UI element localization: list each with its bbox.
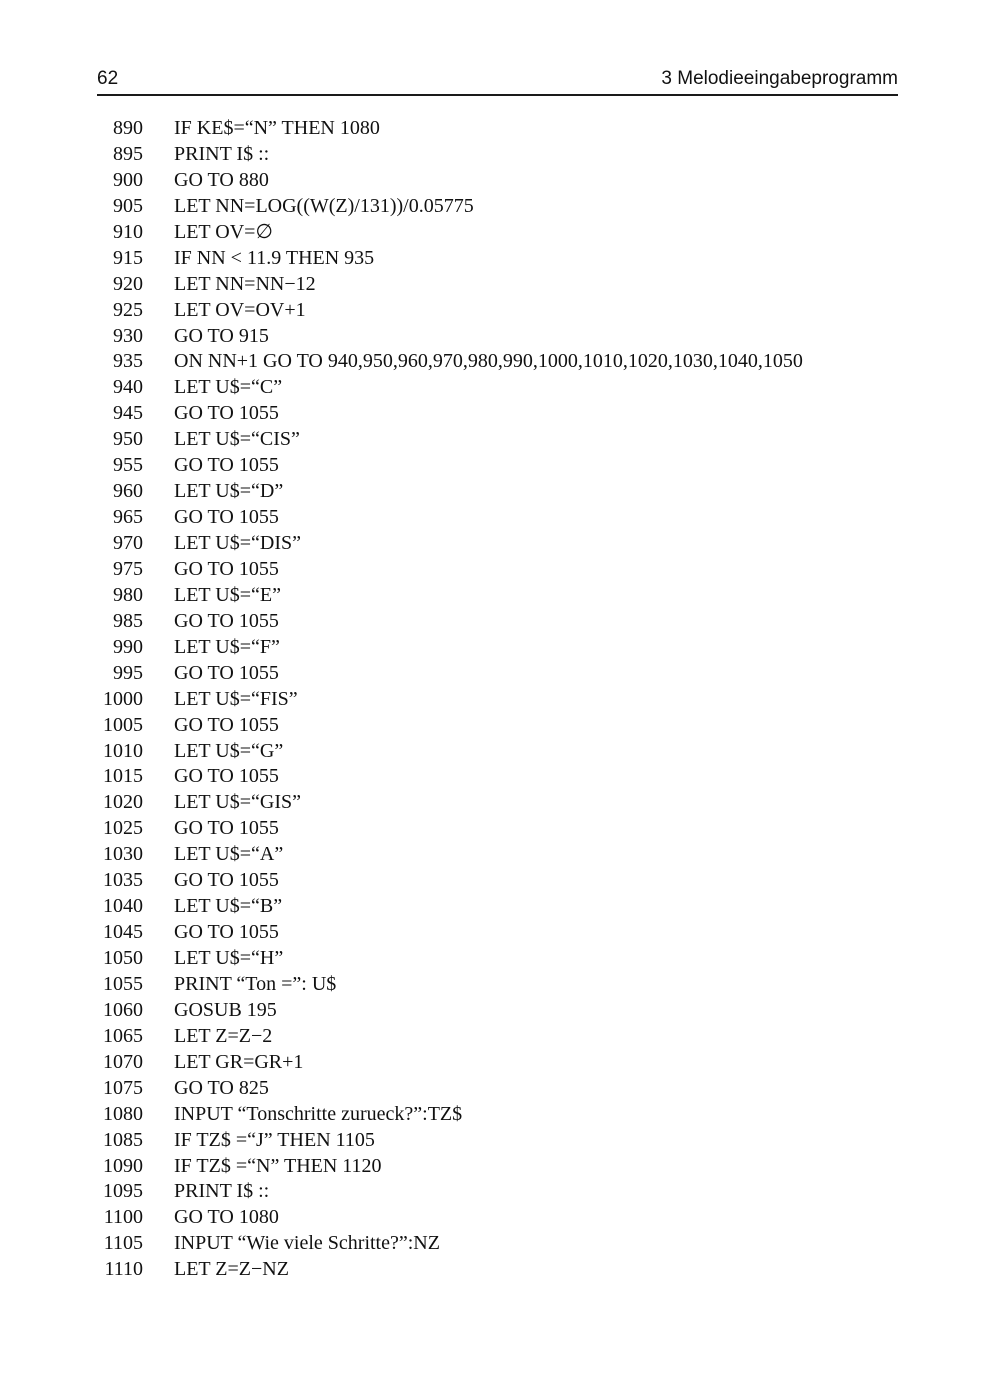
- code-line: [0, 1231, 1000, 1257]
- basic-statement: LET U$=“A”: [174, 843, 284, 866]
- line-number: 1090: [103, 1154, 143, 1177]
- code-line: [0, 427, 1000, 453]
- code-line: [0, 713, 1000, 739]
- code-line: [0, 661, 1000, 687]
- basic-statement: LET U$=“GIS”: [174, 791, 301, 814]
- line-number: 970: [113, 532, 143, 554]
- line-number: 1030: [103, 843, 143, 866]
- line-number: 945: [113, 402, 143, 425]
- line-number: 1070: [103, 1050, 143, 1073]
- chapter-title: 3 Melodieeingabeprogramm: [661, 68, 898, 89]
- line-number: 895: [113, 142, 143, 165]
- basic-statement: GO TO 825: [174, 1076, 269, 1099]
- code-line: [0, 583, 1000, 609]
- code-line: [0, 194, 1000, 220]
- code-line: [0, 479, 1000, 505]
- line-number: 930: [113, 324, 143, 347]
- line-number: 960: [113, 480, 143, 503]
- line-number: 995: [113, 661, 143, 684]
- line-number: 1055: [103, 972, 143, 995]
- basic-statement: IF TZ$ =“N” THEN 1120: [174, 1154, 382, 1177]
- basic-statement: INPUT “Tonschritte zurueck?”:TZ$: [174, 1102, 463, 1125]
- basic-statement: LET Z=Z−NZ: [174, 1258, 289, 1281]
- code-line: [0, 739, 1000, 765]
- basic-statement: IF TZ$ =“J” THEN 1105: [174, 1128, 375, 1151]
- page-number: 62: [97, 68, 119, 89]
- code-line: [0, 1205, 1000, 1231]
- code-line: [0, 635, 1000, 661]
- basic-statement: GO TO 1080: [174, 1206, 279, 1229]
- basic-statement: GO TO 1055: [174, 454, 279, 477]
- basic-statement: GO TO 1055: [174, 557, 279, 580]
- basic-statement: LET OV=OV+1: [174, 298, 306, 321]
- code-line: [0, 298, 1000, 324]
- basic-program-listing: [0, 116, 1000, 1283]
- line-number: 940: [113, 376, 143, 399]
- code-line: [0, 116, 1000, 142]
- basic-statement: LET GR=GR+1: [174, 1050, 304, 1073]
- basic-statement: GO TO 1055: [174, 609, 279, 632]
- line-number: 1040: [103, 895, 143, 918]
- line-number: 1085: [103, 1128, 143, 1151]
- line-number: 985: [113, 609, 143, 632]
- code-line: [0, 1179, 1000, 1205]
- basic-statement: PRINT I$ ::: [174, 1180, 270, 1203]
- basic-statement: GO TO 880: [174, 168, 269, 191]
- code-line: [0, 1257, 1000, 1283]
- code-line: [0, 401, 1000, 427]
- basic-statement: IF NN < 11.9 THEN 935: [174, 246, 375, 269]
- code-line: [0, 842, 1000, 868]
- line-number: 1020: [103, 791, 143, 814]
- basic-statement: LET U$=“B”: [174, 895, 283, 918]
- basic-statement: IF KE$=“N” THEN 1080: [174, 117, 380, 139]
- code-line: [0, 246, 1000, 272]
- basic-statement: LET Z=Z−2: [174, 1024, 273, 1047]
- basic-statement: GO TO 1055: [174, 661, 279, 684]
- basic-statement: LET U$=“FIS”: [174, 687, 298, 710]
- line-number: 925: [113, 298, 143, 321]
- line-number: 935: [113, 350, 143, 373]
- line-number: 1005: [103, 713, 143, 736]
- code-line: [0, 168, 1000, 194]
- basic-statement: INPUT “Wie viele Schritte?”:NZ: [174, 1232, 440, 1255]
- code-line: [0, 894, 1000, 920]
- code-line: [0, 557, 1000, 583]
- code-line: [0, 324, 1000, 350]
- basic-statement: GO TO 1055: [174, 713, 279, 736]
- code-line: [0, 998, 1000, 1024]
- code-line: [0, 142, 1000, 168]
- line-number: 1105: [103, 1232, 143, 1255]
- basic-statement: LET U$=“E”: [174, 583, 281, 606]
- code-line: [0, 868, 1000, 894]
- line-number: 905: [113, 194, 143, 217]
- code-line: [0, 609, 1000, 635]
- line-number: 990: [113, 635, 143, 658]
- code-line: [0, 920, 1000, 946]
- basic-statement: LET OV=∅: [174, 220, 273, 243]
- line-number: 1075: [103, 1076, 143, 1099]
- basic-statement: GO TO 1055: [174, 765, 279, 788]
- line-number: 1000: [103, 687, 143, 710]
- basic-statement: LET U$=“DIS”: [174, 532, 301, 554]
- basic-statement: GO TO 1055: [174, 869, 279, 892]
- basic-statement: LET NN=LOG((W(Z)/131))/0.05775: [174, 194, 474, 217]
- basic-statement: GO TO 1055: [174, 817, 279, 840]
- line-number: 1065: [103, 1024, 143, 1047]
- code-line: [0, 1102, 1000, 1128]
- code-line: [0, 687, 1000, 713]
- basic-statement: GO TO 1055: [174, 506, 279, 529]
- code-line: [0, 349, 1000, 375]
- line-number: 975: [113, 557, 143, 580]
- code-line: [0, 1128, 1000, 1154]
- code-line: [0, 453, 1000, 479]
- line-number: 1080: [103, 1102, 143, 1125]
- line-number: 1050: [103, 947, 143, 969]
- code-line: [0, 764, 1000, 790]
- line-number: 915: [113, 246, 143, 269]
- code-line: [0, 946, 1000, 972]
- basic-statement: LET U$=“D”: [174, 480, 284, 503]
- basic-statement: LET U$=“H”: [174, 947, 284, 969]
- basic-statement: LET U$=“C”: [174, 376, 283, 399]
- line-number: 1045: [103, 921, 143, 944]
- line-number: 1035: [103, 869, 143, 892]
- line-number: 900: [113, 168, 143, 191]
- basic-statement: GO TO 915: [174, 324, 269, 347]
- basic-statement: LET NN=NN−12: [174, 272, 316, 295]
- basic-statement: LET U$=“F”: [174, 635, 280, 658]
- code-line: [0, 1076, 1000, 1102]
- basic-statement: GO TO 1055: [174, 921, 279, 944]
- line-number: 1100: [103, 1206, 143, 1229]
- basic-statement: PRINT “Ton =”: U$: [174, 972, 337, 995]
- line-number: 1025: [103, 817, 143, 840]
- line-number: 910: [113, 220, 143, 243]
- line-number: 890: [113, 117, 143, 139]
- line-number: 950: [113, 428, 143, 451]
- code-line: [0, 220, 1000, 246]
- basic-statement: ON NN+1 GO TO 940,950,960,970,980,990,1000,1010,1020,1030,1040,1050: [174, 350, 803, 373]
- code-line: [0, 816, 1000, 842]
- basic-statement: GO TO 1055: [174, 402, 279, 425]
- line-number: 1010: [103, 739, 143, 762]
- line-number: 1095: [103, 1180, 143, 1203]
- code-line: [0, 272, 1000, 298]
- code-line: [0, 1024, 1000, 1050]
- line-number: 1015: [103, 765, 143, 788]
- line-number: 1110: [104, 1258, 143, 1281]
- page-header: [97, 66, 898, 96]
- basic-statement: LET U$=“CIS”: [174, 428, 300, 451]
- code-line: [0, 375, 1000, 401]
- line-number: 920: [113, 272, 143, 295]
- line-number: 955: [113, 454, 143, 477]
- code-line: [0, 790, 1000, 816]
- line-number: 1060: [103, 998, 143, 1021]
- line-number: 980: [113, 583, 143, 606]
- basic-statement: LET U$=“G”: [174, 739, 284, 762]
- code-line: [0, 1154, 1000, 1180]
- code-line: [0, 1050, 1000, 1076]
- code-line: [0, 505, 1000, 531]
- basic-statement: GOSUB 195: [174, 998, 277, 1021]
- line-number: 965: [113, 506, 143, 529]
- basic-statement: PRINT I$ ::: [174, 142, 270, 165]
- code-line: [0, 972, 1000, 998]
- code-line: [0, 531, 1000, 557]
